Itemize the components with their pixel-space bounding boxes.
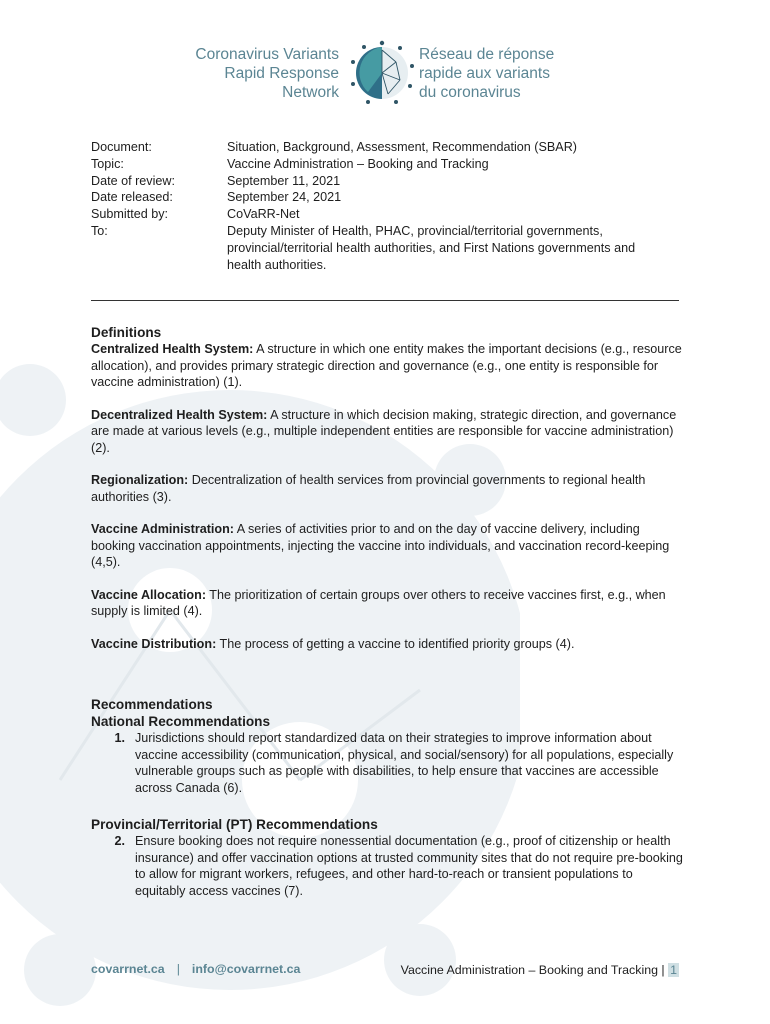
document-body [91,324,683,899]
list-item: 2. Ensure booking does not require nonessential documentation (e.g., proof of citizenship or health insurance) and offer vaccination options at trusted community sites that do not require pre-booking to allow for migrant workers, refugees, and other hard-to-reach or transient populations to equitably access vaccines (7). [114,834,683,898]
national-recommendations-heading: National Recommendations [91,714,271,729]
definition-decentralized: Decentralized Health System: A structure in which decision making, strategic direction, and governance are made at various levels (e.g., multiple independent entities are responsible for vaccine administration) (2). [91,407,677,455]
meta-row-to: To: Deputy Minister of Health, PHAC, provincial/territorial governments, provincial/territorial health authorities, and First Nations governments and health authorities. [91,223,636,272]
org-name-french: Réseau de réponse rapide aux variants du coronavirus [419,46,555,101]
org-name-english: Coronavirus Variants Rapid Response Network [195,46,339,101]
website-link[interactable]: covarrnet.ca [91,962,165,976]
meta-row-submitted-by: Submitted by: CoVaRR-Net [91,207,300,222]
pt-recommendations-list [91,833,683,899]
recommendations-heading: Recommendations [91,697,213,712]
covarr-net-logo-icon [348,40,416,106]
definitions-heading: Definitions [91,325,162,340]
footer-separator: | [176,962,180,976]
definition-regionalization: Regionalization: Decentralization of health services from provincial governments to regional health authorities (3). [91,473,646,504]
pt-recommendations-heading: Provincial/Territorial (PT) Recommendations [91,817,378,832]
meta-row-document: Document: Situation, Background, Assessment, Recommendation (SBAR) [91,140,577,154]
definition-centralized: Centralized Health System: A structure in which one entity makes the important decisions (e.g., resource allocation), and provides primary strategic direction and governance (e.g., one entity is responsible for vaccine administration) (1). [91,342,682,389]
email-link[interactable]: info@covarrnet.ca [191,962,301,976]
definition-vaccine-administration: Vaccine Administration: A series of activities prior to and on the day of vaccine delivery, including booking vaccination appointments, injecting the vaccine into individuals, and vaccination record-keeping (4,5). [91,522,670,569]
horizontal-divider [91,300,679,301]
page-header [0,40,770,106]
definition-vaccine-allocation: Vaccine Allocation: The prioritization of certain groups over others to receive vaccines first, e.g., when supply is limited (4). [91,587,666,618]
document-meta [91,139,691,273]
meta-row-date-released: Date released: September 24, 2021 [91,190,342,205]
footer-doc-title: Vaccine Administration – Booking and Tracking | [400,963,665,977]
page-number: 1 [670,963,677,977]
list-item: 1. Jurisdictions should report standardized data on their strategies to improve information about vaccine accessibility (communication, physical, and social/sensory) for all populations, especially vulnerable groups such as people with disabilities, to help ensure that vaccines are accessible across Canada (6). [114,731,674,795]
meta-row-date-review: Date of review: September 11, 2021 [91,173,341,188]
definition-vaccine-distribution: Vaccine Distribution: The process of getting a vaccine to identified priority groups (4). [91,636,575,651]
meta-row-topic: Topic: Vaccine Administration – Booking and Tracking [91,156,489,171]
national-recommendations-list [91,730,683,796]
